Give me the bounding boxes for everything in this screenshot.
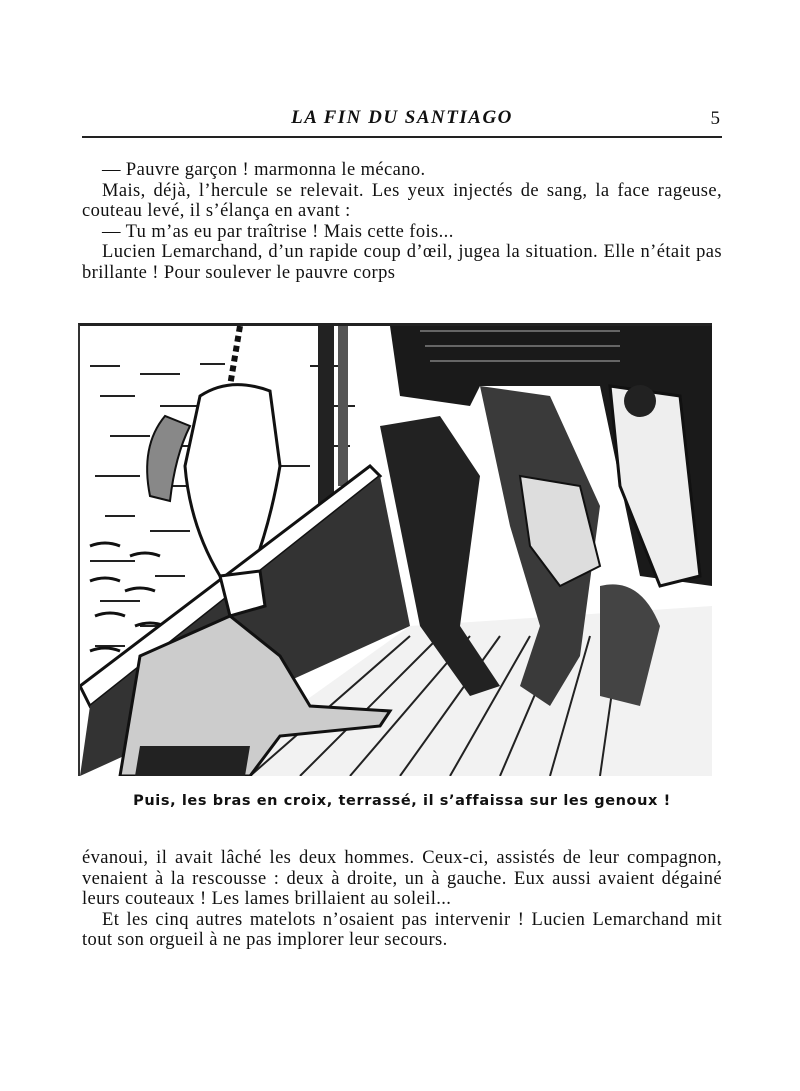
paragraph: Mais, déjà, l’hercule se relevait. Les yeux injectés de sang, la face rageuse, couteau levé, il s’élança en avant : [82, 180, 722, 221]
header-rule [82, 136, 722, 138]
page-header [82, 105, 722, 135]
paragraph: Lucien Lemarchand, d’un rapide coup d’œil, jugea la situation. Elle n’était pas brillante ! Pour soulever le pauvre corps [82, 242, 722, 283]
chain [230, 326, 240, 386]
ship-deck-fight-drawing [80, 326, 712, 776]
bottom-text-block [82, 848, 722, 951]
illustration-caption: Puis, les bras en croix, terrassé, il s’affaissa sur les genoux ! [133, 793, 671, 809]
paragraph: Et les cinq autres matelots n’osaient pas intervenir ! Lucien Lemarchand mit tout son orgueil à ne pas implorer leur secours. [82, 909, 722, 950]
paragraph: — Pauvre garçon ! marmonna le mécano. [102, 160, 426, 180]
paragraph: — Tu m’as eu par traîtrise ! Mais cette fois... [102, 221, 454, 242]
top-text-block [82, 160, 722, 283]
running-title: LA FIN DU SANTIAGO [291, 107, 513, 128]
paragraph: évanoui, il avait lâché les deux hommes. Ceux-ci, assistés de leur compagnon, venaient à la rescousse : deux à droite, un à gauche. Eux aussi avaient dégainé leurs couteaux ! Les lames brillaient au soleil... [82, 848, 722, 909]
illustration [78, 323, 712, 776]
page-number: 5 [710, 108, 720, 129]
mast [318, 326, 334, 506]
